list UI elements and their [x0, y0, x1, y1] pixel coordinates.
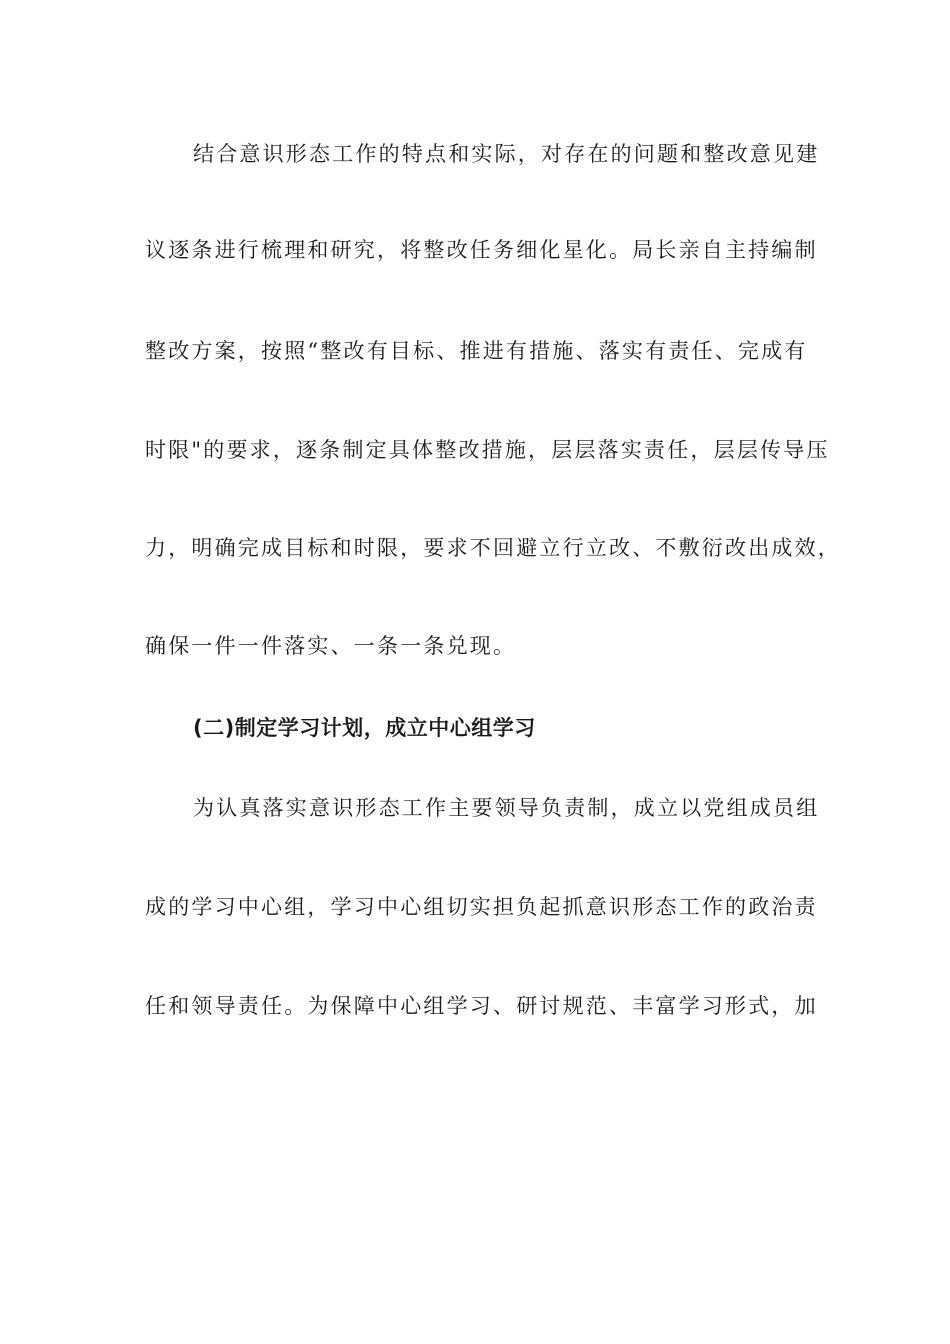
paragraph-line: 力，明确完成目标和时限，要求不回避立行立改、不敷衍改出成效，	[145, 536, 841, 560]
paragraph-line: 时限"的要求，逐条制定具体整改措施，层层落实责任，层层传导压	[145, 438, 830, 462]
section-heading: (二)制定学习计划，成立中心组学习	[193, 716, 536, 740]
paragraph-line: 议逐条进行梳理和研究，将整改任务细化星化。局长亲自主持编制	[145, 238, 818, 262]
paragraph-line: 确保一件一件落实、一条一条兑现。	[145, 634, 517, 658]
paragraph-line: 为认真落实意识形态工作主要领导负责制，成立以党组成员组	[193, 796, 820, 820]
paragraph-line: 整改方案，按照“整改有目标、推进有措施、落实有责任、完成有	[145, 339, 808, 363]
paragraph-line: 成的学习中心组，学习中心组切实担负起抓意识形态工作的政治责	[145, 895, 818, 919]
paragraph-line: 任和领导责任。为保障中心组学习、研讨规范、丰富学习形式，加	[145, 994, 818, 1018]
paragraph-line: 结合意识形态工作的特点和实际，对存在的问题和整改意见建	[193, 142, 820, 166]
